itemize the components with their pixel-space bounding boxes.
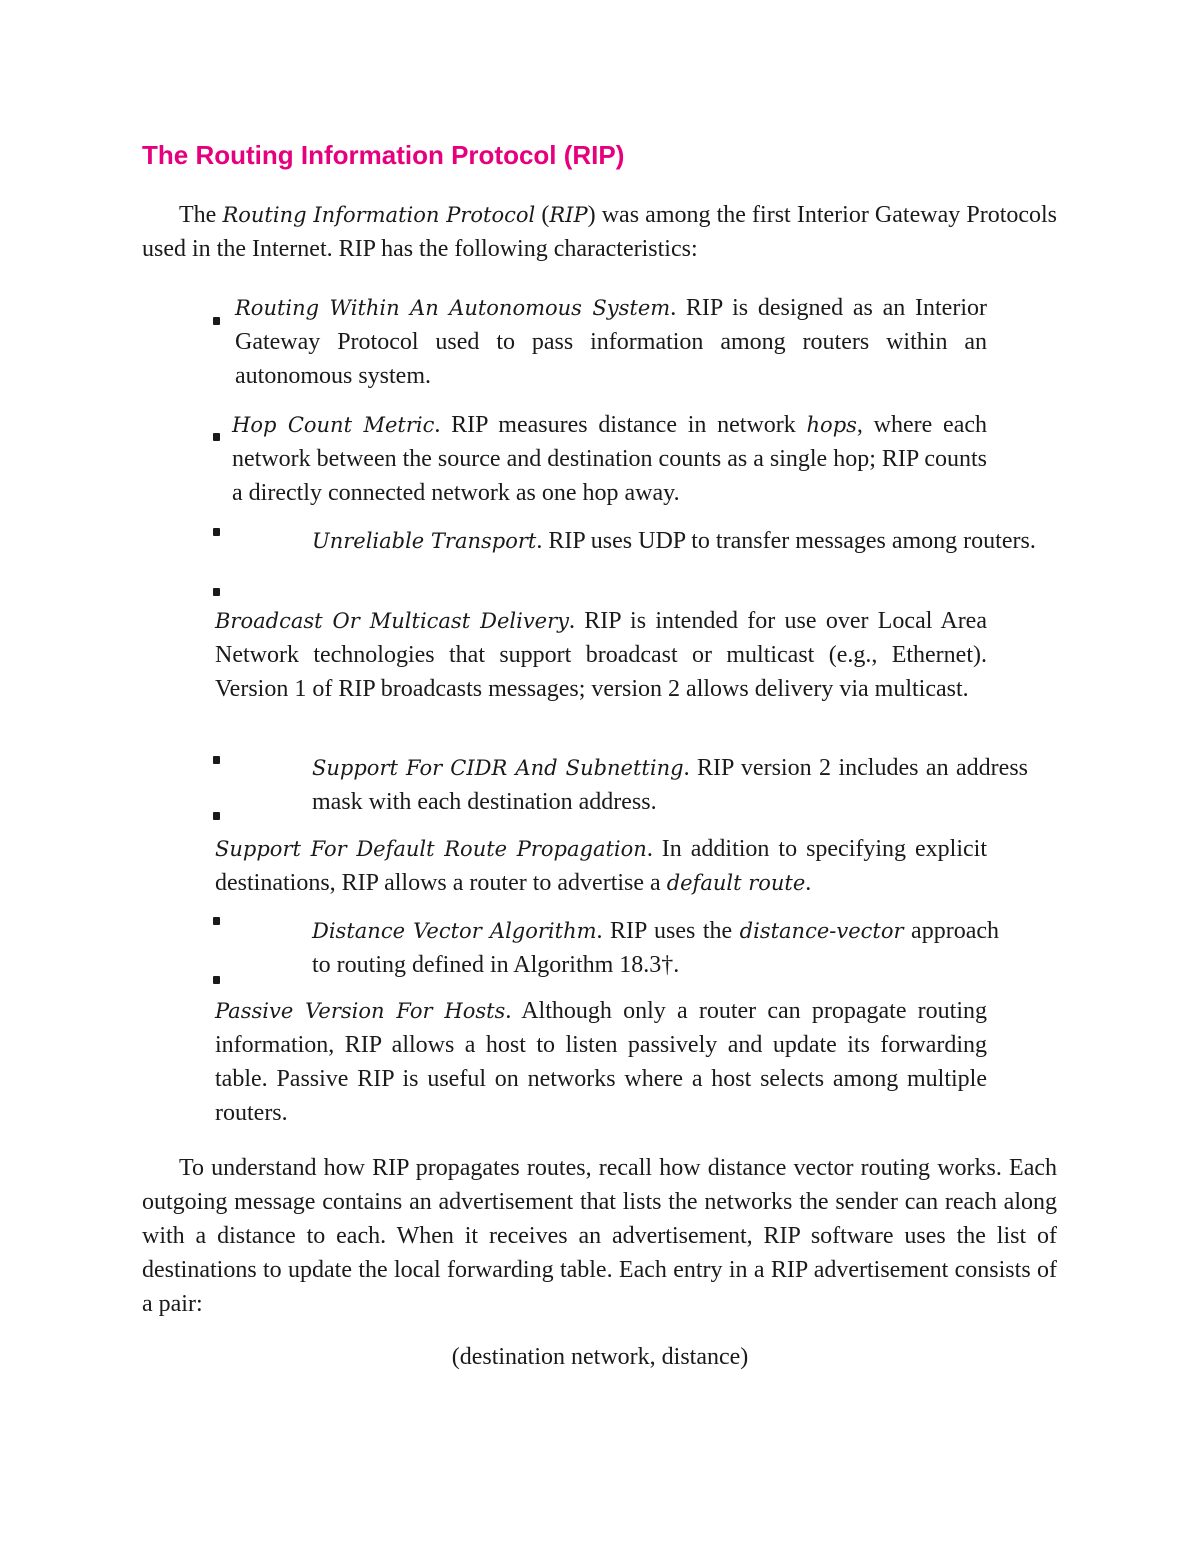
bullet-icon <box>213 588 220 596</box>
bullet-icon <box>213 433 220 441</box>
item-term: Unreliable Transport <box>312 529 537 553</box>
list-item: Routing Within An Autonomous System. RIP is designed as an Interior Gateway Protocol used to pass information among routers within an autonomous system. <box>235 295 987 389</box>
bullet-icon <box>213 812 220 820</box>
list-item: Unreliable Transport. RIP uses UDP to transfer messages among routers. <box>312 528 1036 554</box>
intro-abbr: RIP <box>549 203 588 227</box>
closing-paragraph: To understand how RIP propagates routes, recall how distance vector routing works. Each outgoing message contains an advertisement that lists the networks the sender can reach along with a distance to each. When it receives an advertisement, RIP software uses the list of destinations to update the local forwarding table. Each entry in a RIP advertisement consists of a pair: <box>142 1155 1057 1317</box>
list-item: Support For Default Route Propagation. In addition to specifying explicit destinations, RIP allows a router to advertise a default route. <box>215 836 987 896</box>
item-term: Hop Count Metric <box>232 413 435 437</box>
bullet-icon <box>213 317 220 325</box>
intro-term: Routing Information Protocol <box>222 203 536 227</box>
item-term: Broadcast Or Multicast Delivery <box>215 609 570 633</box>
bullet-icon <box>213 756 220 764</box>
bullet-icon <box>213 976 220 984</box>
list-item: Hop Count Metric. RIP measures distance in network hops, where each network between the source and destination counts as a single hop; RIP counts a directly connected network as one hop away. <box>232 412 988 506</box>
section-heading: The Routing Information Protocol (RIP) <box>142 140 625 170</box>
list-item: Broadcast Or Multicast Delivery. RIP is intended for use over Local Area Network technologies that support broadcast or multicast (e.g., Ethernet). Version 1 of RIP broadcasts messages; version 2 allows delivery via multicast. <box>215 608 987 702</box>
list-item: Support For CIDR And Subnetting. RIP version 2 includes an address mask with each destination address. <box>312 755 1028 815</box>
list-item: Distance Vector Algorithm. RIP uses the distance-vector approach to routing defined in Algorithm 18.3†. <box>312 918 1000 978</box>
item-term: Distance Vector Algorithm <box>312 919 597 943</box>
item-term: Passive Version For Hosts <box>215 999 506 1023</box>
pair-formula: (destination network, distance) <box>451 1344 749 1370</box>
item-term: Routing Within An Autonomous System <box>235 296 671 320</box>
list-item: Passive Version For Hosts. Although only a router can propagate routing information, RIP allows a host to listen passively and update its forwarding table. Passive RIP is useful on networks where a host selects among multiple routers. <box>215 998 988 1126</box>
bullet-icon <box>213 528 220 536</box>
item-term: Support For CIDR And Subnetting <box>312 756 684 780</box>
item-term: Support For Default Route Propagation <box>215 837 647 861</box>
intro-paragraph: The Routing Information Protocol (RIP) was among the first Interior Gateway Protocols used in the Internet. RIP has the following characteristics: <box>142 202 1058 262</box>
bullet-icon <box>213 917 220 925</box>
